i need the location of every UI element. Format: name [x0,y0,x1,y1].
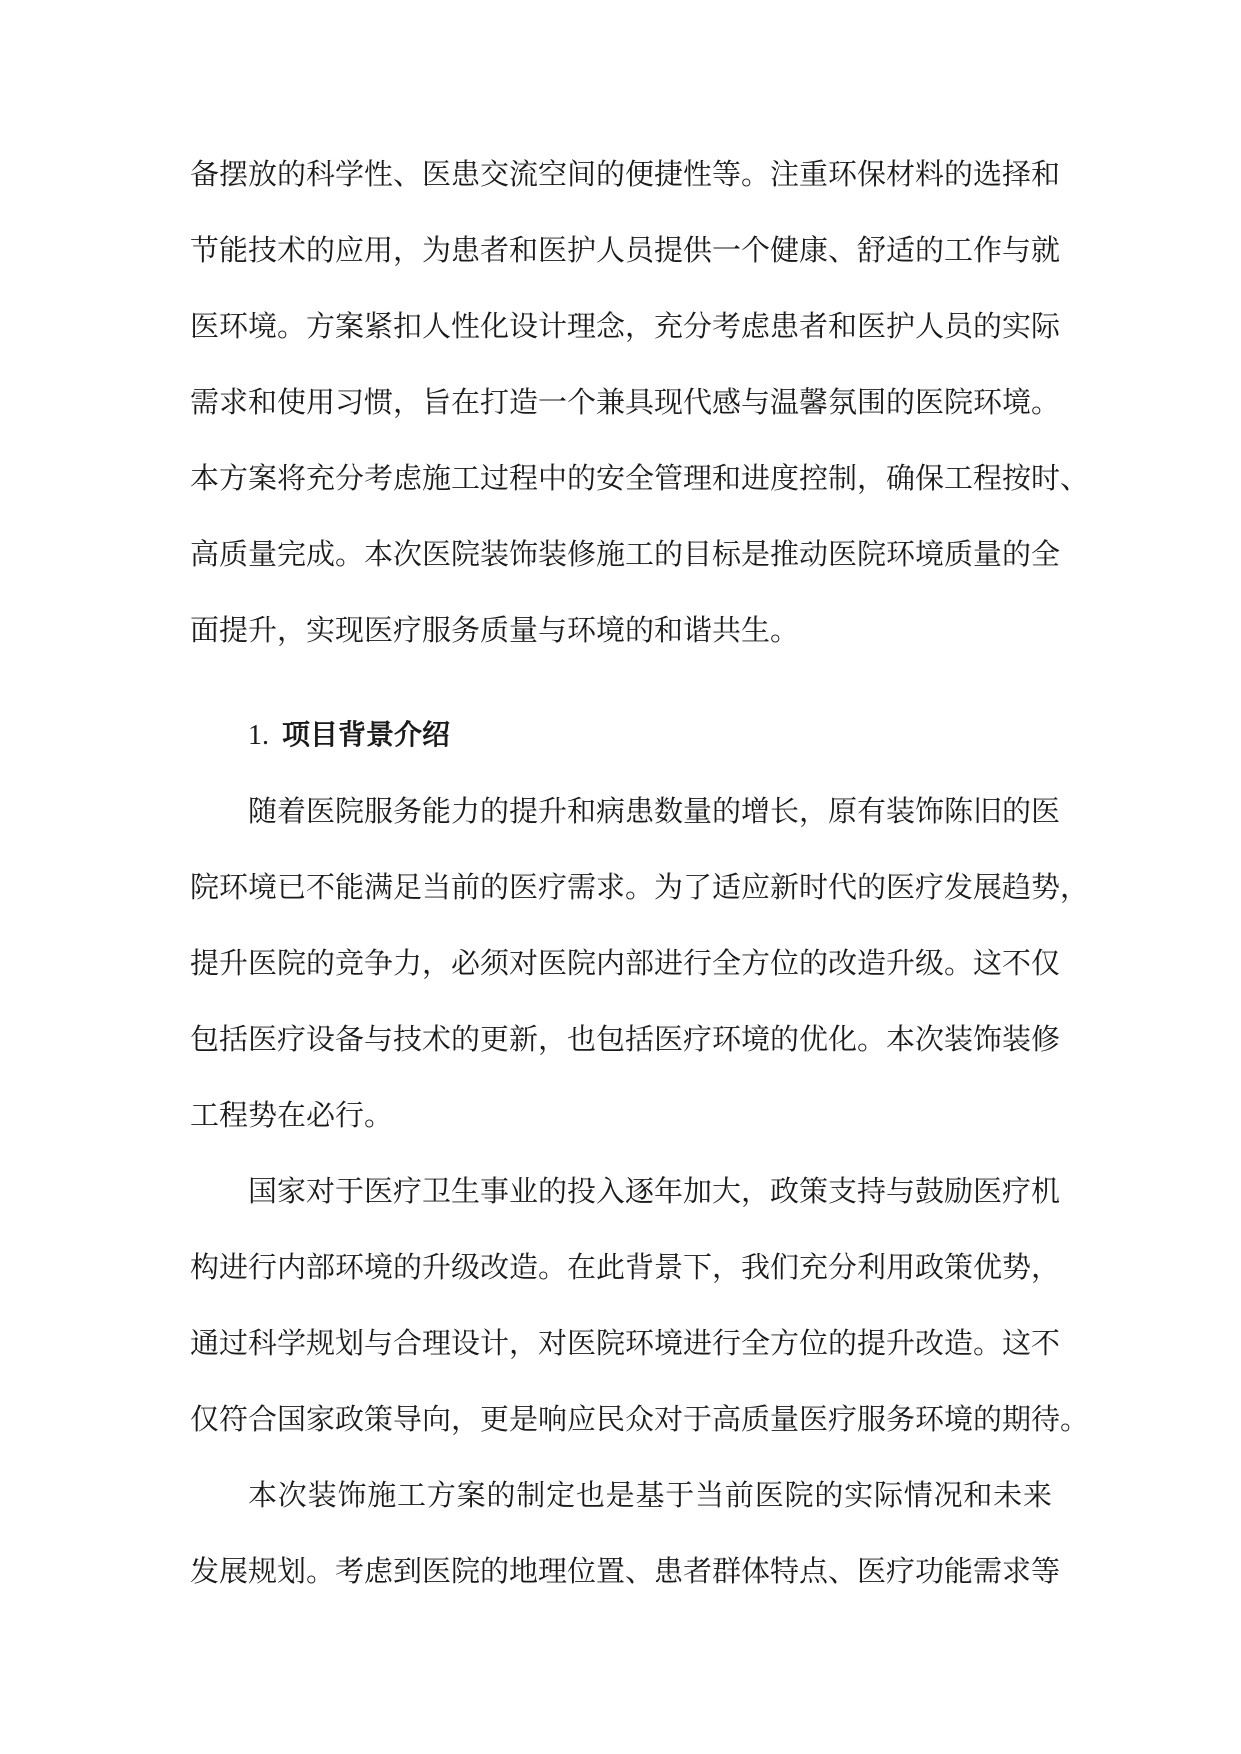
text-line: 发展规划。考虑到医院的地理位置、患者群体特点、医疗功能需求等 [190,1554,1061,1588]
text-line: 随着医院服务能力的提升和病患数量的增长，原有装饰陈旧的医 [248,794,1061,828]
text-line: 医环境。方案紧扣人性化设计理念，充分考虑患者和医护人员的实际 [190,309,1061,343]
section-heading [248,715,450,756]
text-line: 高质量完成。本次医院装饰装修施工的目标是推动医院环境质量的全 [190,537,1061,571]
text-line: 构进行内部环境的升级改造。在此背景下，我们充分利用政策优势， [190,1250,1061,1284]
text-line: 节能技术的应用，为患者和医护人员提供一个健康、舒适的工作与就 [190,233,1061,267]
text-line: 需求和使用习惯，旨在打造一个兼具现代感与温馨氛围的医院环境。 [190,385,1061,419]
text-line: 院环境已不能满足当前的医疗需求。为了适应新时代的医疗发展趋势， [190,870,1090,904]
text-line: 通过科学规划与合理设计，对医院环境进行全方位的提升改造。这不 [190,1326,1061,1360]
text-line: 本方案将充分考虑施工过程中的安全管理和进度控制，确保工程按时、 [190,461,1090,495]
section-number: 1. [248,720,269,751]
text-line: 提升医院的竞争力，必须对医院内部进行全方位的改造升级。这不仅 [190,946,1061,980]
text-line: 仅符合国家政策导向，更是响应民众对于高质量医疗服务环境的期待。 [190,1402,1090,1436]
text-line: 面提升，实现医疗服务质量与环境的和谐共生。 [190,613,800,647]
section-title: 项目背景介绍 [282,718,451,751]
text-line: 工程势在必行。 [190,1098,394,1132]
text-line: 备摆放的科学性、医患交流空间的便捷性等。注重环保材料的选择和 [190,157,1061,191]
text-line: 本次装饰施工方案的制定也是基于当前医院的实际情况和未来 [248,1478,1052,1512]
text-line: 国家对于医疗卫生事业的投入逐年加大，政策支持与鼓励医疗机 [248,1174,1061,1208]
text-line: 包括医疗设备与技术的更新，也包括医疗环境的优化。本次装饰装修 [190,1022,1061,1056]
